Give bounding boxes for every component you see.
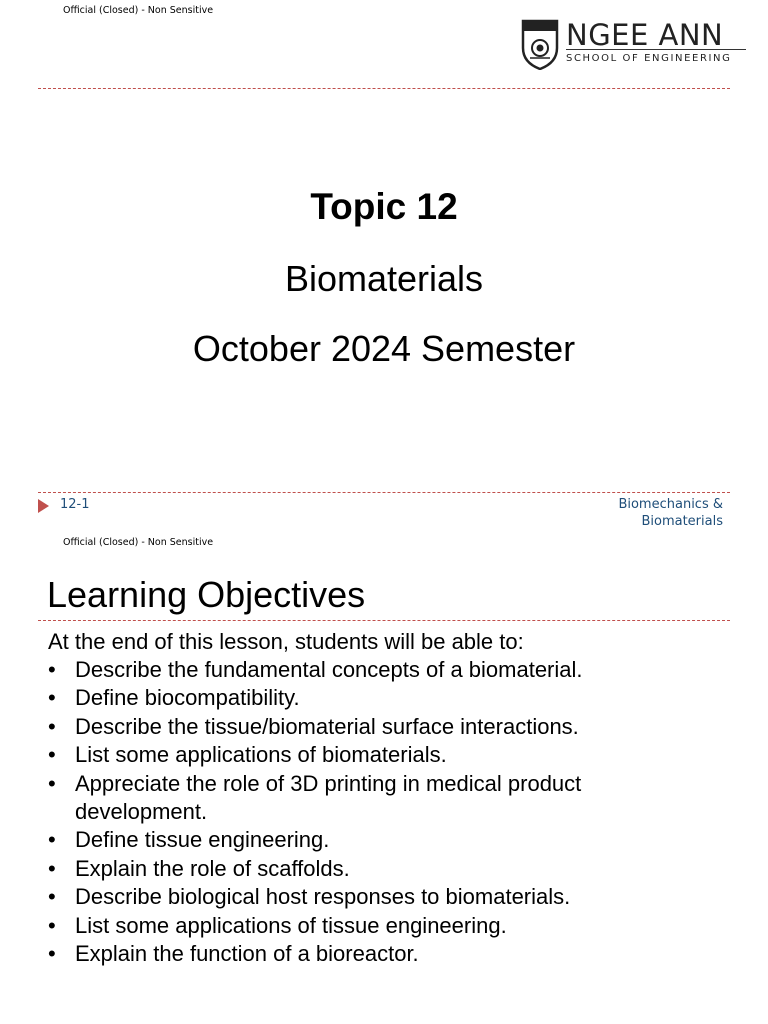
bullet-icon: • <box>48 713 56 739</box>
bullet-icon: • <box>48 770 56 796</box>
crest-icon <box>520 18 560 70</box>
course-line-1: Biomechanics & <box>618 497 723 512</box>
intro-text: At the end of this lesson, students will be able to: <box>48 629 524 654</box>
classification-label: Official (Closed) - Non Sensitive <box>63 5 214 16</box>
slide-number: 12-1 <box>60 497 90 512</box>
list-item <box>48 883 688 911</box>
footer-divider <box>38 492 730 493</box>
title-divider <box>38 620 730 621</box>
list-item <box>48 855 688 883</box>
objective-text: Describe the tissue/biomaterial surface interactions. <box>75 713 579 739</box>
topic-subtitle: Biomaterials <box>284 258 484 299</box>
logo-school: SCHOOL OF ENGINEERING <box>566 53 732 64</box>
list-item <box>48 741 688 769</box>
list-item <box>48 656 688 684</box>
list-item <box>48 826 688 854</box>
logo-name: NGEE ANN <box>566 18 724 52</box>
list-item <box>48 684 688 712</box>
list-item <box>48 940 688 968</box>
bullet-icon: • <box>48 884 56 910</box>
list-item <box>48 912 688 940</box>
objective-text: Describe the fundamental concepts of a biomaterial. <box>75 657 583 682</box>
objective-text: List some applications of tissue engineering. <box>75 912 507 938</box>
semester-label: October 2024 Semester <box>192 328 576 369</box>
objective-text: Appreciate the role of 3D printing in medical product development. <box>75 770 582 825</box>
ngee-ann-logo <box>520 18 750 74</box>
objective-text: Define tissue engineering. <box>75 827 330 853</box>
slide-title: Learning Objectives <box>47 574 366 615</box>
triangle-marker-icon <box>38 499 49 513</box>
bullet-icon: • <box>48 685 56 711</box>
bullet-icon: • <box>48 912 56 938</box>
topic-title: Topic 12 <box>310 186 458 227</box>
course-name <box>523 496 723 530</box>
list-item <box>48 770 688 827</box>
bullet-icon: • <box>48 827 56 853</box>
bullet-icon: • <box>48 941 56 967</box>
learning-objectives-slide <box>0 532 768 1024</box>
logo-divider <box>566 49 746 50</box>
header-divider <box>38 88 730 89</box>
objective-text: List some applications of biomaterials. <box>75 742 447 768</box>
bullet-icon: • <box>48 855 56 881</box>
bullet-icon: • <box>48 657 56 682</box>
objective-text: Explain the role of scaffolds. <box>75 855 350 881</box>
objectives-list <box>48 656 688 968</box>
objective-text: Describe biological host responses to biomaterials. <box>75 884 571 910</box>
objective-text: Explain the function of a bioreactor. <box>75 941 419 967</box>
course-line-2: Biomaterials <box>641 514 723 529</box>
classification-label: Official (Closed) - Non Sensitive <box>63 537 214 548</box>
bullet-icon: • <box>48 742 56 768</box>
objective-text: Define biocompatibility. <box>75 685 300 711</box>
list-item <box>48 713 688 741</box>
